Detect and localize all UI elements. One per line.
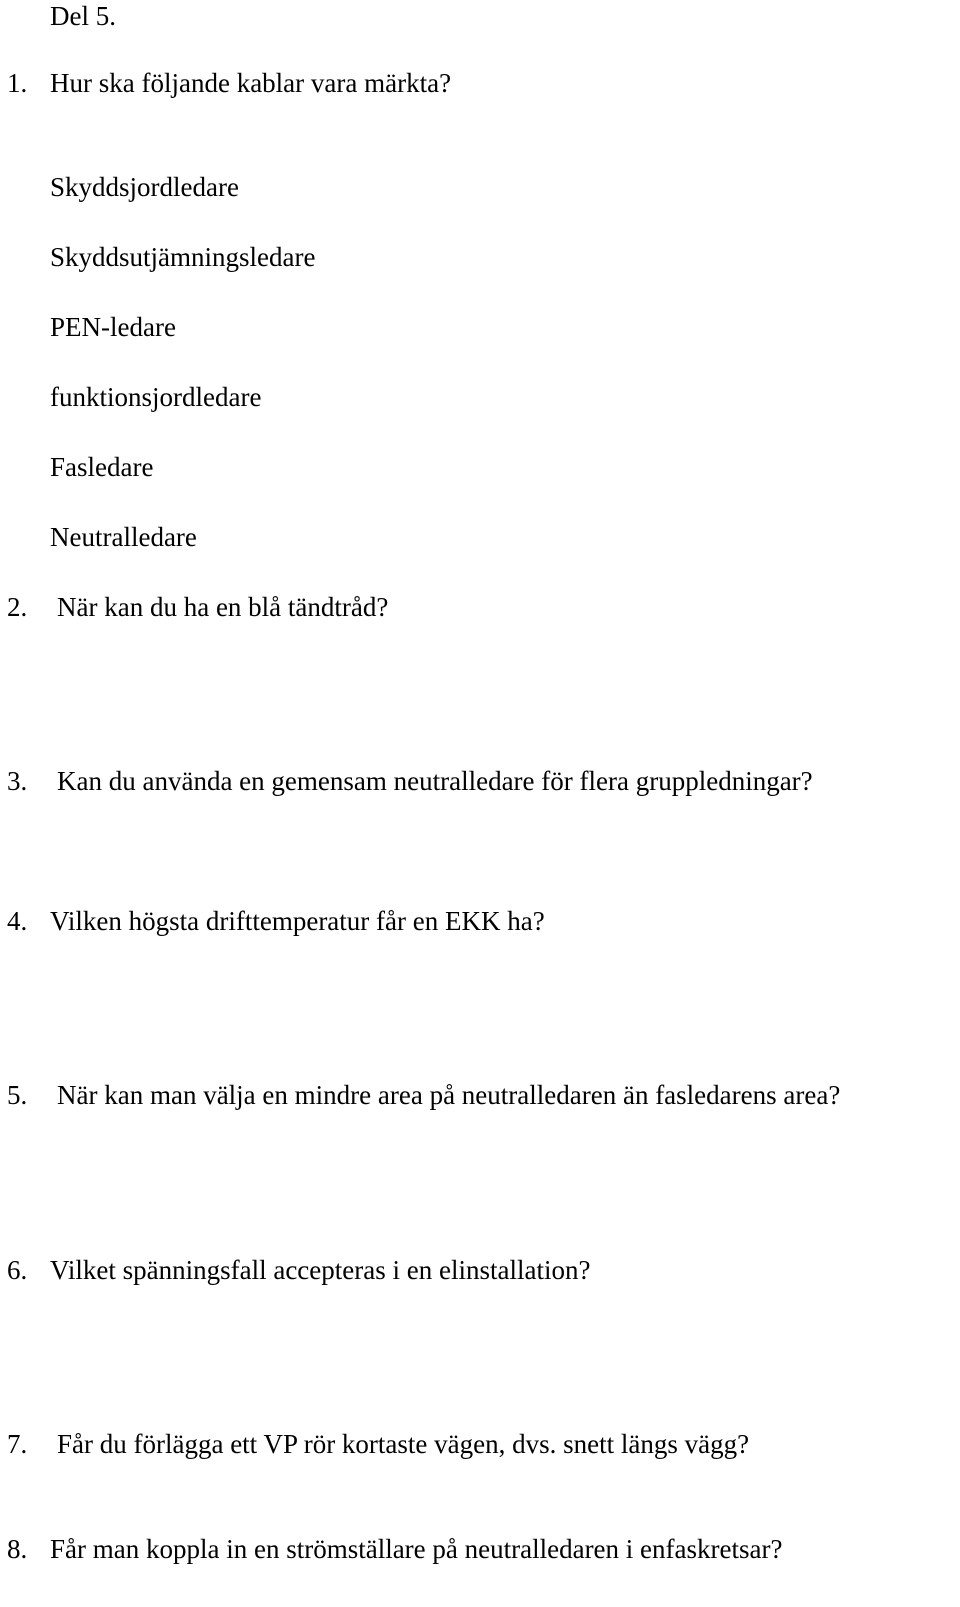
question-7-text: Får du förlägga ett VP rör kortaste vägen, dvs. snett längs vägg?	[57, 1429, 750, 1459]
question-2-text: När kan du ha en blå tändtråd?	[57, 592, 389, 622]
question-2-number: 2.	[7, 592, 28, 622]
cable-item-neutralledare: Neutralledare	[50, 522, 197, 552]
question-7-number: 7.	[7, 1429, 28, 1459]
question-5-text: När kan man välja en mindre area på neutralledaren än fasledarens area?	[57, 1080, 841, 1110]
cable-item-fasledare: Fasledare	[50, 452, 154, 482]
section-heading: Del 5.	[50, 1, 116, 31]
question-3-text: Kan du använda en gemensam neutralledare för flera gruppledningar?	[57, 766, 813, 796]
question-3-number: 3.	[7, 766, 28, 796]
cable-item-skyddsjordledare: Skyddsjordledare	[50, 172, 239, 202]
question-1-number: 1.	[7, 68, 28, 98]
question-1-text: Hur ska följande kablar vara märkta?	[50, 68, 452, 98]
question-5-number: 5.	[7, 1080, 28, 1110]
question-6-text: Vilket spänningsfall accepteras i en elinstallation?	[50, 1255, 591, 1285]
cable-item-pen-ledare: PEN-ledare	[50, 312, 176, 342]
cable-item-funktionsjordledare: funktionsjordledare	[50, 382, 262, 412]
cable-item-skyddsutjamningsledare: Skyddsutjämningsledare	[50, 242, 316, 272]
question-8-text: Får man koppla in en strömställare på neutralledaren i enfaskretsar?	[50, 1534, 783, 1564]
question-6-number: 6.	[7, 1255, 28, 1285]
question-4-number: 4.	[7, 906, 28, 936]
question-4-text: Vilken högsta drifttemperatur får en EKK ha?	[50, 906, 545, 936]
question-8-number: 8.	[7, 1534, 28, 1564]
